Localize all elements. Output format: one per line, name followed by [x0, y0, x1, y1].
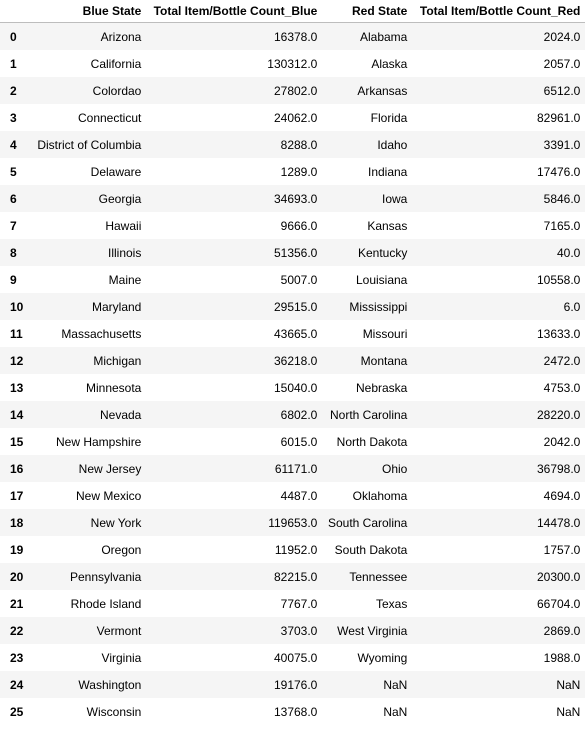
row-index: 17: [10, 488, 24, 503]
row-index: 24: [10, 677, 24, 692]
row-index: 2: [10, 83, 17, 98]
table-row: [0, 23, 585, 51]
red-state-cell: Florida: [370, 110, 408, 125]
count-red-cell: NaN: [556, 704, 581, 719]
count-red-cell: 28220.0: [536, 407, 581, 422]
count-red-cell: 14478.0: [536, 515, 581, 530]
index-header: [0, 0, 28, 23]
row-index: 18: [10, 515, 24, 530]
table-row: [0, 536, 585, 563]
row-index: 20: [10, 569, 24, 584]
red-state-cell: Alabama: [359, 29, 408, 44]
blue-state-cell: Colordao: [92, 83, 142, 98]
red-state-cell: Mississippi: [349, 299, 408, 314]
row-index: 16: [10, 461, 24, 476]
blue-state-cell: New Mexico: [76, 488, 142, 503]
count-blue-cell: 13768.0: [273, 704, 318, 719]
count-blue-cell: 82215.0: [273, 569, 318, 584]
count-blue-cell: 8288.0: [280, 137, 318, 152]
table-row: [0, 77, 585, 104]
blue-state-cell: Arizona: [100, 29, 142, 44]
red-state-cell: Louisiana: [355, 272, 408, 287]
table-row: [0, 320, 585, 347]
count-red-cell: 17476.0: [536, 164, 581, 179]
row-index: 15: [10, 434, 24, 449]
column-header-red-state: Red State: [322, 0, 412, 23]
count-red-cell: 1988.0: [543, 650, 581, 665]
table-row: [0, 50, 585, 77]
red-state-cell: West Virginia: [337, 623, 408, 638]
count-blue-cell: 5007.0: [280, 272, 318, 287]
red-state-cell: Alaska: [371, 56, 408, 71]
row-index: 23: [10, 650, 24, 665]
count-red-cell: 2042.0: [543, 434, 581, 449]
count-red-cell: 36798.0: [536, 461, 581, 476]
red-state-cell: Texas: [376, 596, 408, 611]
red-state-cell: Missouri: [362, 326, 408, 341]
count-red-cell: 82961.0: [536, 110, 581, 125]
count-red-cell: 2869.0: [543, 623, 581, 638]
blue-state-cell: Hawaii: [105, 218, 142, 233]
red-state-cell: Kentucky: [358, 245, 408, 260]
blue-state-cell: Massachusetts: [61, 326, 142, 341]
count-red-cell: 4753.0: [543, 380, 581, 395]
blue-state-cell: Illinois: [108, 245, 142, 260]
red-state-cell: South Dakota: [334, 542, 408, 557]
table-row: [0, 509, 585, 536]
row-index: 11: [10, 326, 23, 341]
row-index: 12: [10, 353, 24, 368]
table-row: [0, 563, 585, 590]
blue-state-cell: Michigan: [93, 353, 142, 368]
table-row: [0, 104, 585, 131]
count-red-cell: 40.0: [557, 245, 581, 260]
count-blue-cell: 36218.0: [273, 353, 318, 368]
blue-state-cell: Vermont: [96, 623, 142, 638]
row-index: 3: [10, 110, 17, 125]
red-state-cell: Idaho: [377, 137, 408, 152]
column-header-count-blue: Total Item/Bottle Count_Blue: [146, 0, 322, 23]
count-red-cell: 2472.0: [543, 353, 581, 368]
table-row: [0, 698, 585, 725]
count-red-cell: 66704.0: [536, 596, 581, 611]
column-header-count-red: Total Item/Bottle Count_Red: [412, 0, 585, 23]
blue-state-cell: Georgia: [98, 191, 142, 206]
count-blue-cell: 130312.0: [267, 56, 318, 71]
count-red-cell: 2024.0: [543, 29, 581, 44]
count-blue-cell: 1289.0: [280, 164, 318, 179]
row-index: 4: [10, 137, 17, 152]
count-blue-cell: 4487.0: [280, 488, 318, 503]
blue-state-cell: Maryland: [92, 299, 142, 314]
count-blue-cell: 6015.0: [280, 434, 318, 449]
row-index: 19: [10, 542, 24, 557]
row-index: 6: [10, 191, 17, 206]
row-index: 14: [10, 407, 24, 422]
count-red-cell: 4694.0: [543, 488, 581, 503]
red-state-cell: South Carolina: [327, 515, 408, 530]
blue-state-cell: New Jersey: [78, 461, 142, 476]
red-state-cell: Nebraska: [356, 380, 408, 395]
table-row: [0, 293, 585, 320]
red-state-cell: Tennessee: [349, 569, 408, 584]
blue-state-cell: Minnesota: [85, 380, 142, 395]
count-red-cell: 1757.0: [543, 542, 581, 557]
table-row: [0, 455, 585, 482]
blue-state-cell: Pennsylvania: [69, 569, 142, 584]
blue-state-cell: New Hampshire: [56, 434, 142, 449]
count-red-cell: 7165.0: [543, 218, 581, 233]
count-red-cell: 10558.0: [536, 272, 581, 287]
count-red-cell: 13633.0: [536, 326, 581, 341]
table-row: [0, 212, 585, 239]
count-red-cell: 6.0: [563, 299, 581, 314]
count-blue-cell: 16378.0: [273, 29, 318, 44]
count-red-cell: 6512.0: [543, 83, 581, 98]
header-row: [0, 0, 585, 23]
row-index: 25: [10, 704, 24, 719]
red-state-cell: Wyoming: [357, 650, 408, 665]
blue-state-cell: Washington: [78, 677, 142, 692]
blue-state-cell: California: [90, 56, 142, 71]
red-state-cell: Ohio: [382, 461, 408, 476]
row-index: 22: [10, 623, 24, 638]
count-blue-cell: 29515.0: [273, 299, 318, 314]
row-index: 10: [10, 299, 24, 314]
count-blue-cell: 7767.0: [280, 596, 318, 611]
table-row: [0, 158, 585, 185]
row-index: 1: [10, 56, 17, 71]
table-row: [0, 482, 585, 509]
blue-state-cell: New York: [90, 515, 142, 530]
count-blue-cell: 43665.0: [273, 326, 318, 341]
row-index: 7: [10, 218, 17, 233]
red-state-cell: Iowa: [382, 191, 408, 206]
red-state-cell: North Carolina: [329, 407, 408, 422]
count-blue-cell: 34693.0: [273, 191, 318, 206]
red-state-cell: Indiana: [367, 164, 408, 179]
table-row: [0, 374, 585, 401]
row-index: 21: [10, 596, 24, 611]
table-header: [0, 0, 585, 23]
red-state-cell: Oklahoma: [352, 488, 408, 503]
blue-state-cell: Nevada: [99, 407, 142, 422]
count-blue-cell: 24062.0: [273, 110, 318, 125]
count-red-cell: NaN: [556, 677, 581, 692]
table-body: [0, 23, 585, 726]
row-index: 8: [10, 245, 17, 260]
count-red-cell: 3391.0: [543, 137, 581, 152]
count-blue-cell: 9666.0: [280, 218, 318, 233]
red-state-cell: Kansas: [367, 218, 408, 233]
blue-state-cell: District of Columbia: [37, 137, 142, 152]
row-index: 13: [10, 380, 24, 395]
table-row: [0, 185, 585, 212]
count-blue-cell: 119653.0: [268, 515, 318, 530]
count-blue-cell: 27802.0: [273, 83, 318, 98]
table-row: [0, 428, 585, 455]
table-row: [0, 617, 585, 644]
table-row: [0, 590, 585, 617]
row-index: 5: [10, 164, 17, 179]
count-blue-cell: 51356.0: [273, 245, 318, 260]
table-row: [0, 401, 585, 428]
table-row: [0, 131, 585, 158]
red-state-cell: North Dakota: [336, 434, 408, 449]
count-blue-cell: 19176.0: [273, 677, 318, 692]
table-row: [0, 266, 585, 293]
count-blue-cell: 11952.0: [274, 542, 318, 557]
count-red-cell: 20300.0: [536, 569, 581, 584]
column-header-blue-state: Blue State: [28, 0, 146, 23]
table-row: [0, 239, 585, 266]
row-index: 9: [10, 272, 17, 287]
table-row: [0, 644, 585, 671]
blue-state-cell: Delaware: [90, 164, 142, 179]
blue-state-cell: Wisconsin: [86, 704, 142, 719]
red-state-cell: Arkansas: [357, 83, 408, 98]
count-blue-cell: 15040.0: [273, 380, 318, 395]
count-blue-cell: 61171.0: [274, 461, 318, 476]
red-state-cell: NaN: [383, 704, 408, 719]
red-state-cell: NaN: [383, 677, 408, 692]
blue-state-cell: Maine: [108, 272, 142, 287]
blue-state-cell: Rhode Island: [70, 596, 142, 611]
count-blue-cell: 6802.0: [280, 407, 318, 422]
blue-state-cell: Oregon: [101, 542, 142, 557]
red-state-cell: Montana: [360, 353, 408, 368]
blue-state-cell: Connecticut: [77, 110, 142, 125]
count-red-cell: 2057.0: [543, 56, 581, 71]
count-blue-cell: 3703.0: [280, 623, 318, 638]
blue-state-cell: Virginia: [101, 650, 142, 665]
count-red-cell: 5846.0: [543, 191, 581, 206]
table-row: [0, 671, 585, 698]
count-blue-cell: 40075.0: [273, 650, 318, 665]
row-index: 0: [10, 29, 17, 44]
table-row: [0, 347, 585, 374]
